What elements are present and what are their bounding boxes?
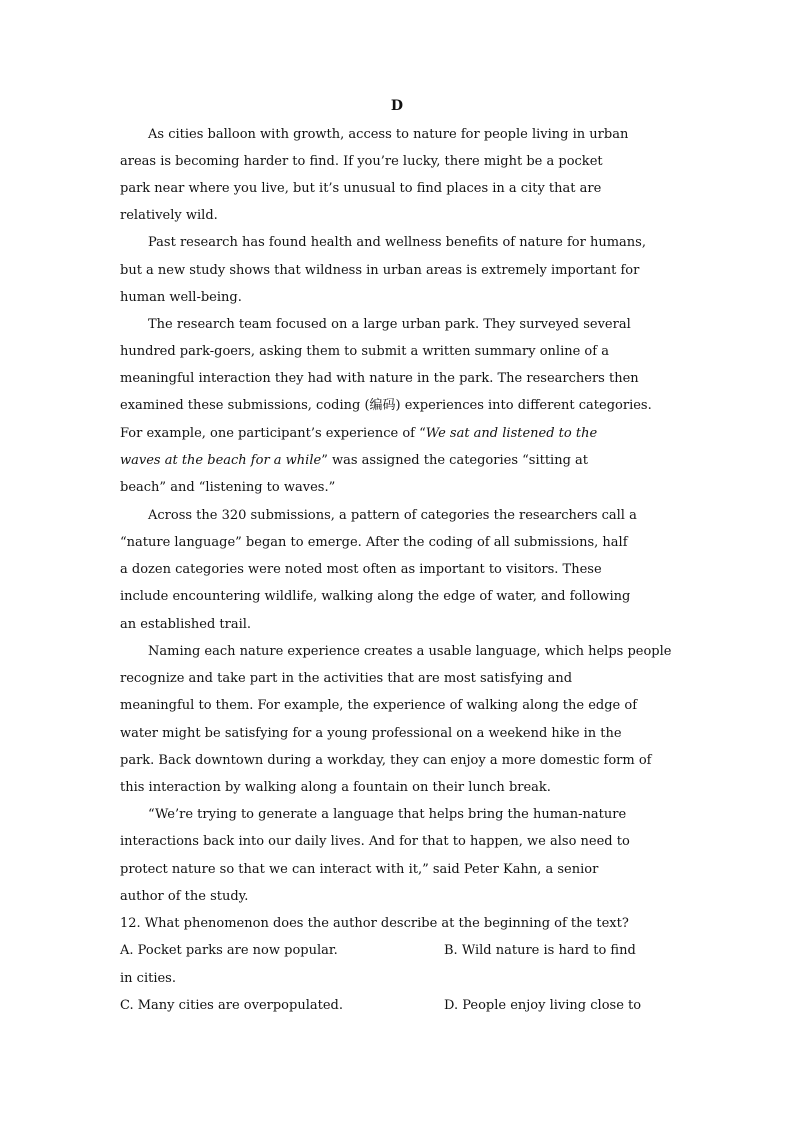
line-text: ” was assigned the categories “sitting at: [321, 453, 589, 468]
paragraph-5-line: meaningful to them. For example, the experience of walking along the edge of: [120, 698, 638, 713]
paragraph-3-line: hundred park-goers, asking them to submit a written summary online of a: [120, 344, 609, 359]
paragraph-5-line: park. Back downtown during a workday, they can enjoy a more domestic form of: [120, 753, 652, 768]
option-d: D. People enjoy living close to: [444, 998, 642, 1013]
line-text: For example, one participant’s experience of “: [120, 426, 426, 441]
paragraph-2-line: human well-being.: [120, 290, 242, 305]
paragraph-3-line: The research team focused on a large urban park. They surveyed several: [148, 317, 631, 332]
paragraph-1-line: areas is becoming harder to find. If you’re lucky, there might be a pocket: [120, 154, 603, 169]
quoted-italic-text: We sat and listened to the: [425, 426, 598, 441]
question-stem: 12. What phenomenon does the author describe at the beginning of the text?: [120, 916, 629, 931]
paragraph-4-line: a dozen categories were noted most often as important to visitors. These: [120, 562, 602, 577]
paragraph-1-line: As cities balloon with growth, access to nature for people living in urban: [148, 127, 629, 142]
paragraph-6-line: “We’re trying to generate a language that helps bring the human-nature: [148, 807, 627, 822]
option-a: A. Pocket parks are now popular.: [120, 943, 338, 958]
paragraph-2-line: Past research has found health and wellness benefits of nature for humans,: [148, 235, 646, 250]
paragraph-1-line: park near where you live, but it’s unusual to find places in a city that are: [120, 181, 602, 196]
paragraph-4-line: include encountering wildlife, walking along the edge of water, and following: [120, 589, 631, 604]
paragraph-3-line: [120, 452, 588, 470]
paragraph-5-line: water might be satisfying for a young professional on a weekend hike in the: [120, 726, 622, 741]
paragraph-5-line: recognize and take part in the activities that are most satisfying and: [120, 671, 573, 686]
quoted-italic-text: waves at the beach for a while: [120, 453, 322, 468]
paragraph-3-line: meaningful interaction they had with nature in the park. The researchers then: [120, 371, 639, 386]
paragraph-3-line: examined these submissions, coding (编码) experiences into different categories.: [120, 398, 652, 413]
paragraph-6-line: interactions back into our daily lives. And for that to happen, we also need to: [120, 834, 630, 849]
paragraph-4-line: Across the 320 submissions, a pattern of categories the researchers call a: [148, 508, 637, 523]
paragraph-5-line: this interaction by walking along a fountain on their lunch break.: [120, 780, 551, 795]
paragraph-6-line: protect nature so that we can interact with it,” said Peter Kahn, a senior: [120, 862, 599, 877]
paragraph-6-line: author of the study.: [120, 889, 249, 904]
option-b: B. Wild nature is hard to find: [444, 943, 636, 958]
option-b-continued: in cities.: [120, 971, 176, 986]
paragraph-5-line: Naming each nature experience creates a usable language, which helps people: [148, 644, 672, 659]
paragraph-3-line: [120, 425, 597, 443]
paragraph-2-line: but a new study shows that wildness in urban areas is extremely important for: [120, 263, 640, 278]
option-c: C. Many cities are overpopulated.: [120, 998, 343, 1013]
paragraph-4-line: an established trail.: [120, 617, 252, 632]
paragraph-4-line: “nature language” began to emerge. After the coding of all submissions, half: [120, 535, 628, 550]
paragraph-3-line: beach” and “listening to waves.”: [120, 480, 336, 495]
section-heading: D: [390, 98, 404, 114]
paragraph-1-line: relatively wild.: [120, 208, 218, 223]
